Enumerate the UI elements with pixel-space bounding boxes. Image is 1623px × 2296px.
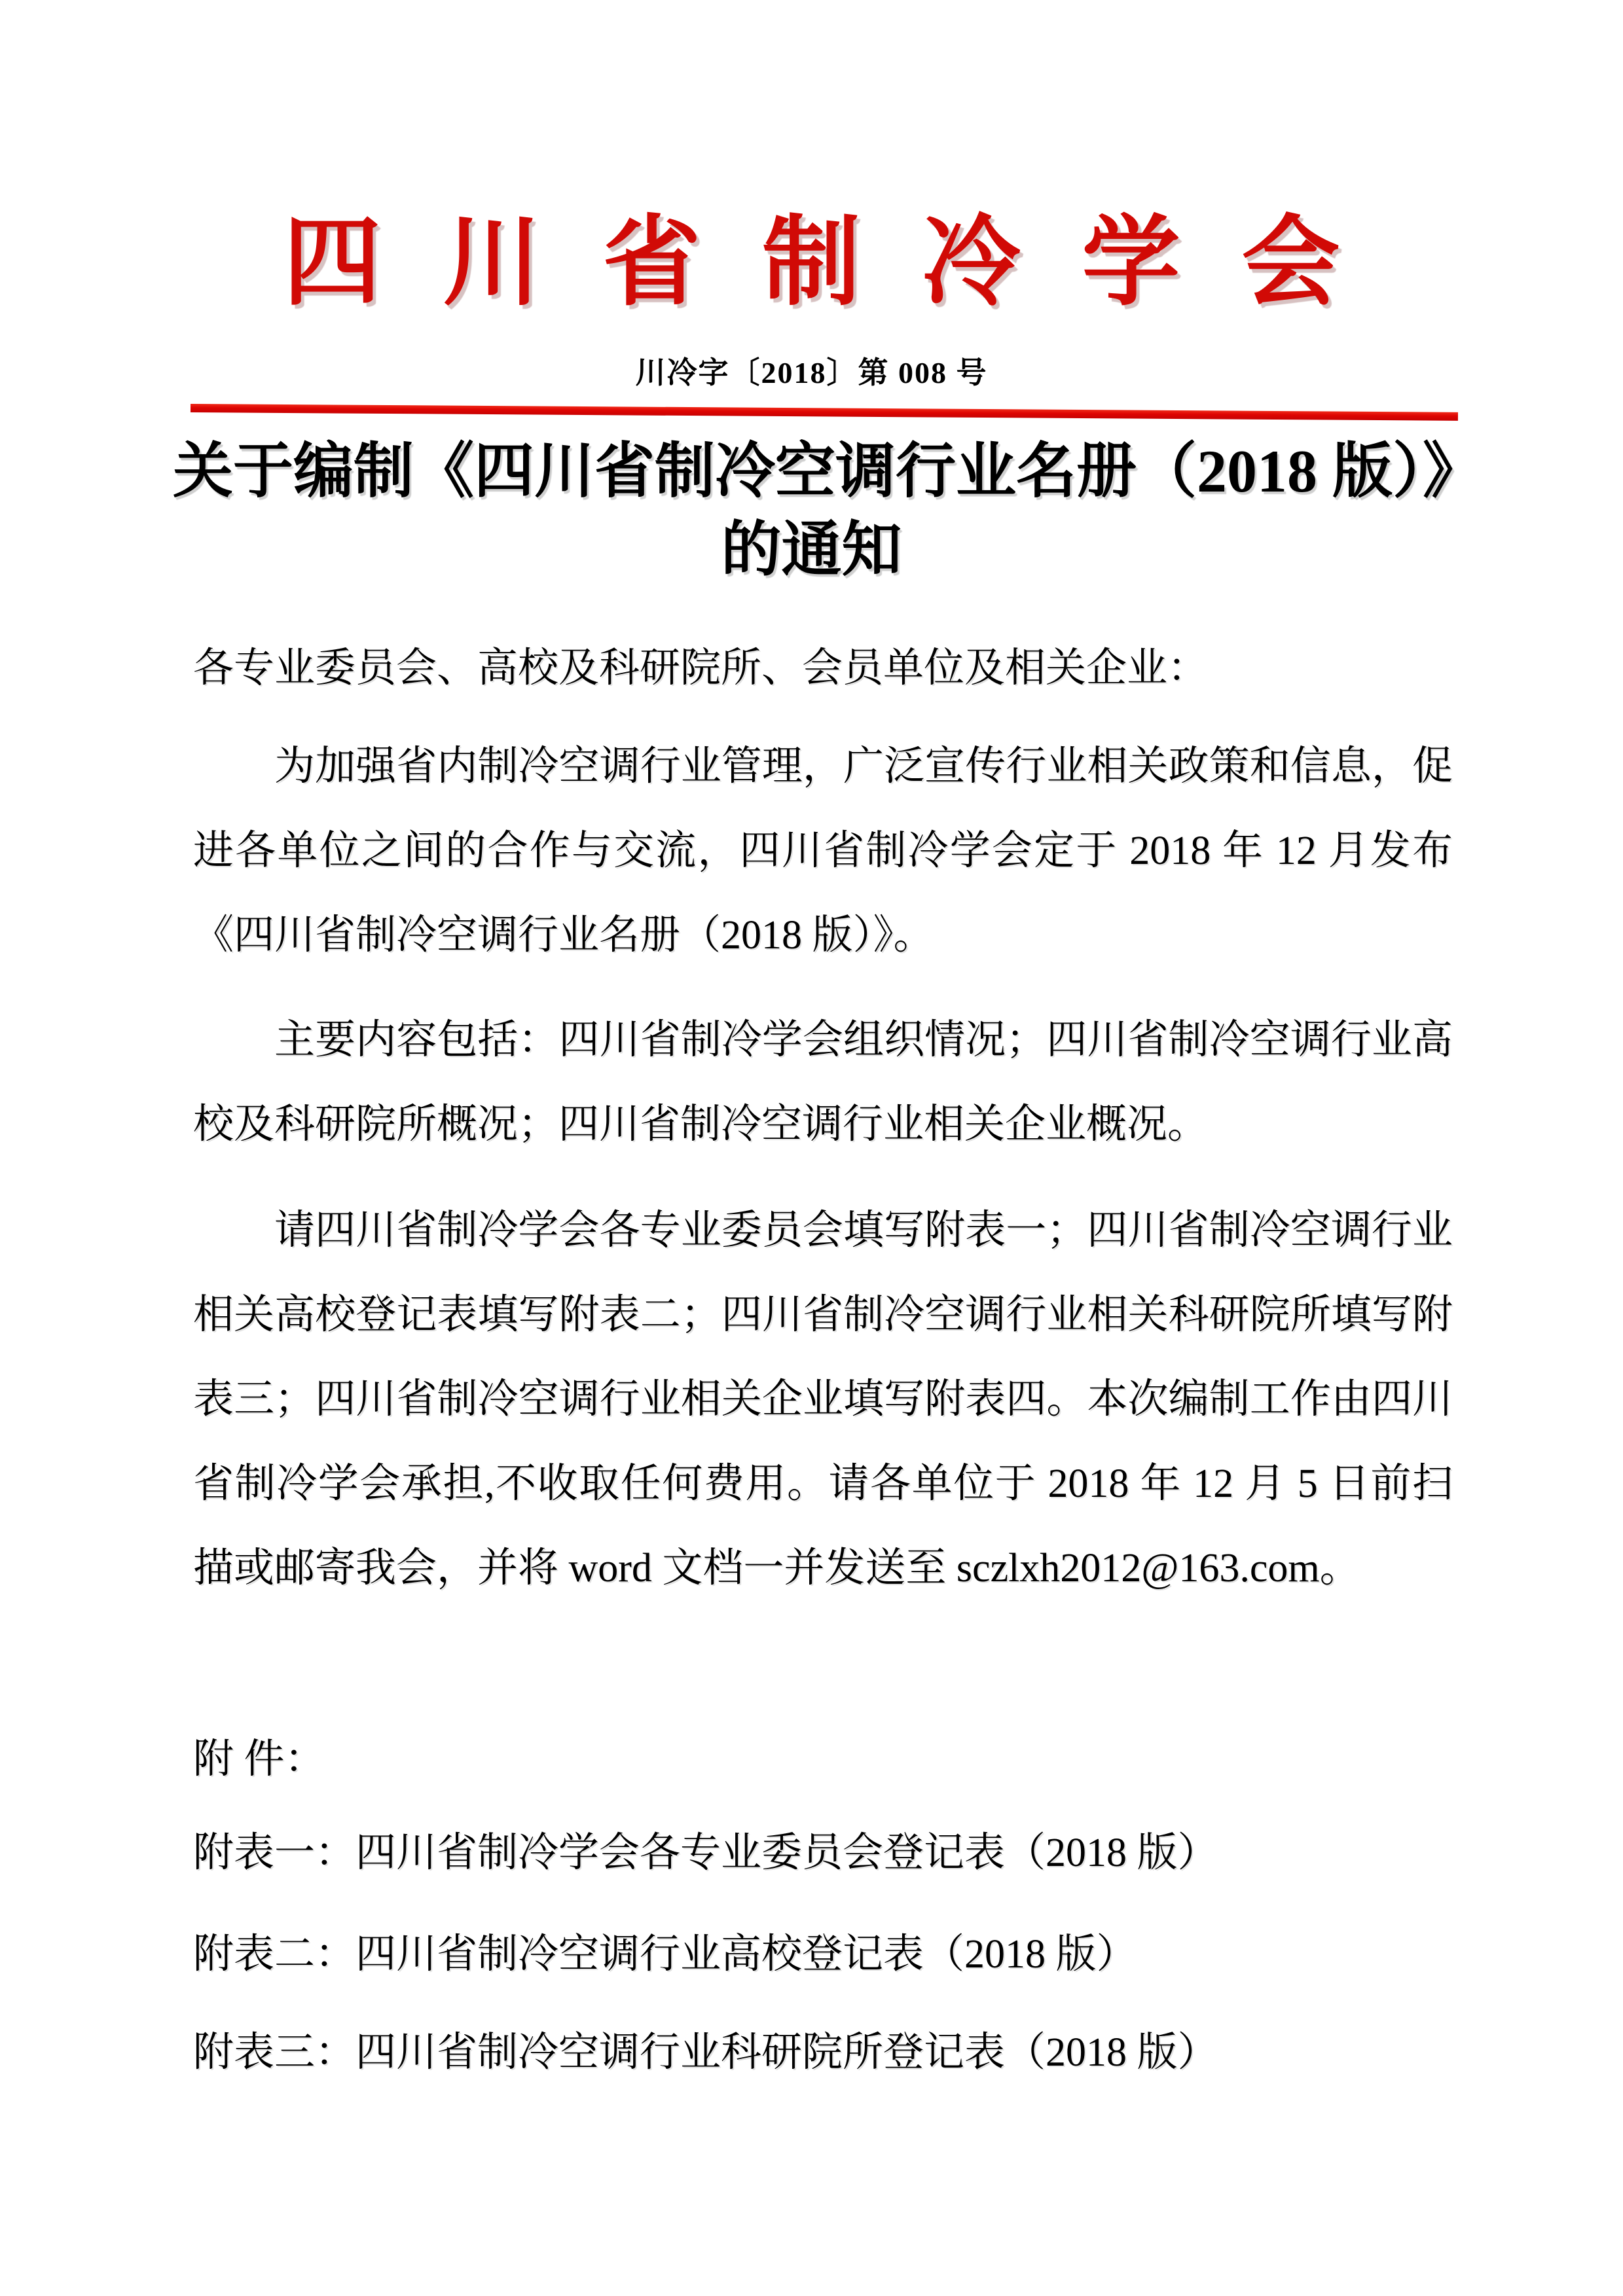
red-divider-rule	[191, 404, 1458, 421]
doc-number: 川冷字〔2018〕第 008 号	[635, 356, 988, 389]
attachment-item-3: 附表三：四川省制冷空调行业科研院所登记表（2018 版）	[193, 2030, 1218, 2075]
document-title	[173, 432, 1484, 589]
body-paragraph-2: 主要内容包括：四川省制冷学会组织情况；四川省制冷空调行业高校及科研院所概况；四川省制冷空调行业相关企业概况。	[193, 1018, 1453, 1147]
attachment-item-1: 附表一：四川省制冷学会各专业委员会登记表（2018 版）	[193, 1831, 1218, 1875]
document-title-line2: 的通知	[721, 516, 902, 583]
document-title-line1: 关于编制《四川省制冷空调行业名册（2018 版）》	[173, 438, 1484, 505]
body-paragraph-1: 为加强省内制冷空调行业管理，广泛宣传行业相关政策和信息，促进各单位之间的合作与交流，四川省制冷学会定于 2018 年 12 月发布《四川省制冷空调行业名册（2018 版）》。	[193, 744, 1453, 958]
body-paragraph-3: 请四川省制冷学会各专业委员会填写附表一；四川省制冷空调行业相关高校登记表填写附表二；四川省制冷空调行业相关科研院所填写附表三；四川省制冷空调行业相关企业填写附表四。本次编制工作由四川省制冷学会承担,不收取任何费用。请各单位于 2018 年 12 月 5 日前扫描或邮寄我会，并将 word 文档一并发送至 sczlxh2012@163.com。	[193, 1208, 1453, 1590]
attachment-item-2: 附表二：四川省制冷空调行业高校登记表（2018 版）	[193, 1932, 1137, 1977]
attachments-label: 附 件：	[193, 1737, 325, 1782]
org-masthead	[0, 208, 1623, 318]
org-masthead-text: 四川省制冷学会	[283, 209, 1402, 317]
salutation: 各专业委员会、高校及科研院所、会员单位及相关企业：	[193, 646, 1209, 691]
